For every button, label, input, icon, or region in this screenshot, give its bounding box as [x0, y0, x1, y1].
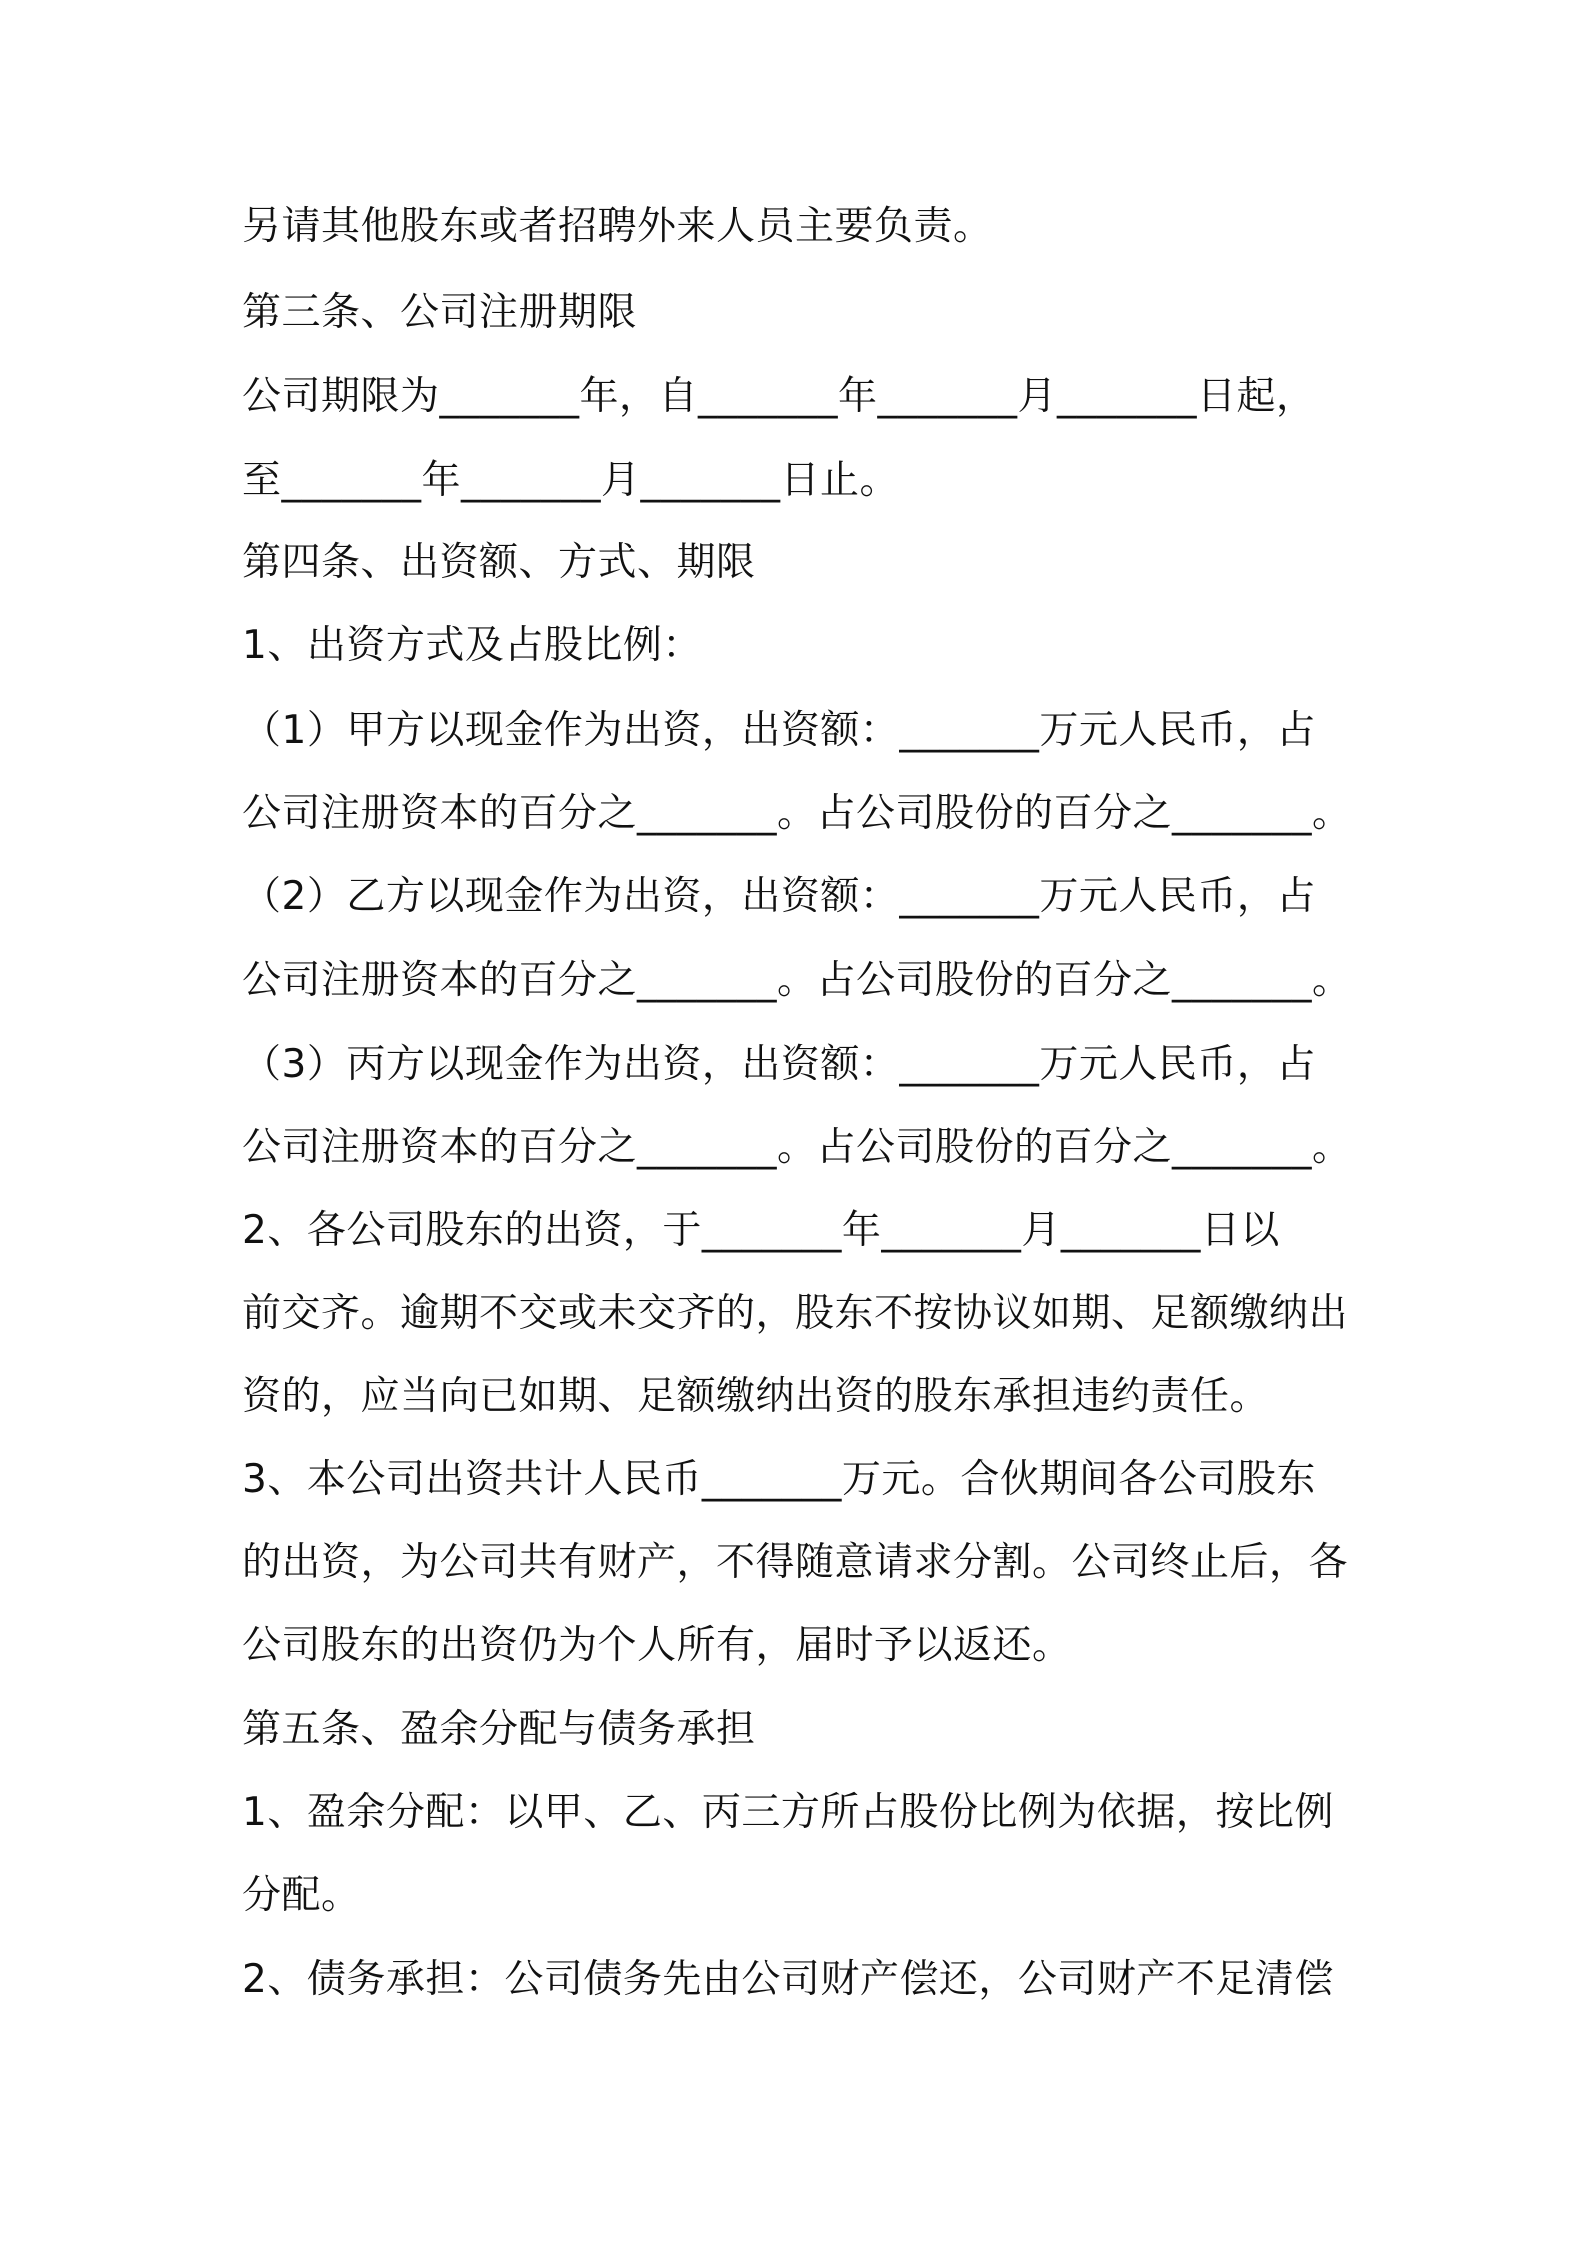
text-line: 至_______年_______月_______日止。 — [242, 458, 900, 503]
text-line: （1）甲方以现金作为出资，出资额：_______万元人民币，占 — [242, 708, 1316, 753]
text-line: 公司注册资本的百分之_______。占公司股份的百分之_______。 — [242, 958, 1352, 1003]
text-line: （3）丙方以现金作为出资，出资额：_______万元人民币，占 — [242, 1042, 1316, 1087]
text-line: 的出资，为公司共有财产，不得随意请求分割。公司终止后，各 — [242, 1540, 1349, 1585]
text-line: 1、盈余分配：以甲、乙、丙三方所占股份比例为依据，按比例 — [242, 1790, 1334, 1835]
text-line: 公司注册资本的百分之_______。占公司股份的百分之_______。 — [242, 1125, 1352, 1170]
section-heading-article-4: 第四条、出资额、方式、期限 — [242, 540, 756, 585]
text-line: 公司股东的出资仍为个人所有，届时予以返还。 — [242, 1623, 1072, 1668]
text-line: 1、出资方式及占股比例： — [242, 623, 702, 668]
text-line: 另请其他股东或者招聘外来人员主要负责。 — [242, 204, 993, 249]
text-line: 公司期限为_______年，自_______年_______月_______日起， — [242, 374, 1316, 419]
section-heading-article-3: 第三条、公司注册期限 — [242, 290, 638, 335]
text-line: （2）乙方以现金作为出资，出资额：_______万元人民币，占 — [242, 874, 1316, 919]
text-line: 2、债务承担：公司债务先由公司财产偿还，公司财产不足清偿 — [242, 1957, 1334, 2002]
text-line: 3、本公司出资共计人民币_______万元。合伙期间各公司股东 — [242, 1457, 1316, 1502]
text-line: 分配。 — [242, 1873, 361, 1918]
text-line: 资的，应当向已如期、足额缴纳出资的股东承担违约责任。 — [242, 1374, 1270, 1419]
section-heading-article-5: 第五条、盈余分配与债务承担 — [242, 1707, 756, 1752]
text-line: 2、各公司股东的出资，于_______年_______月_______日以 — [242, 1208, 1280, 1253]
text-line: 公司注册资本的百分之_______。占公司股份的百分之_______。 — [242, 791, 1352, 836]
text-line: 前交齐。逾期不交或未交齐的，股东不按协议如期、足额缴纳出 — [242, 1291, 1349, 1336]
